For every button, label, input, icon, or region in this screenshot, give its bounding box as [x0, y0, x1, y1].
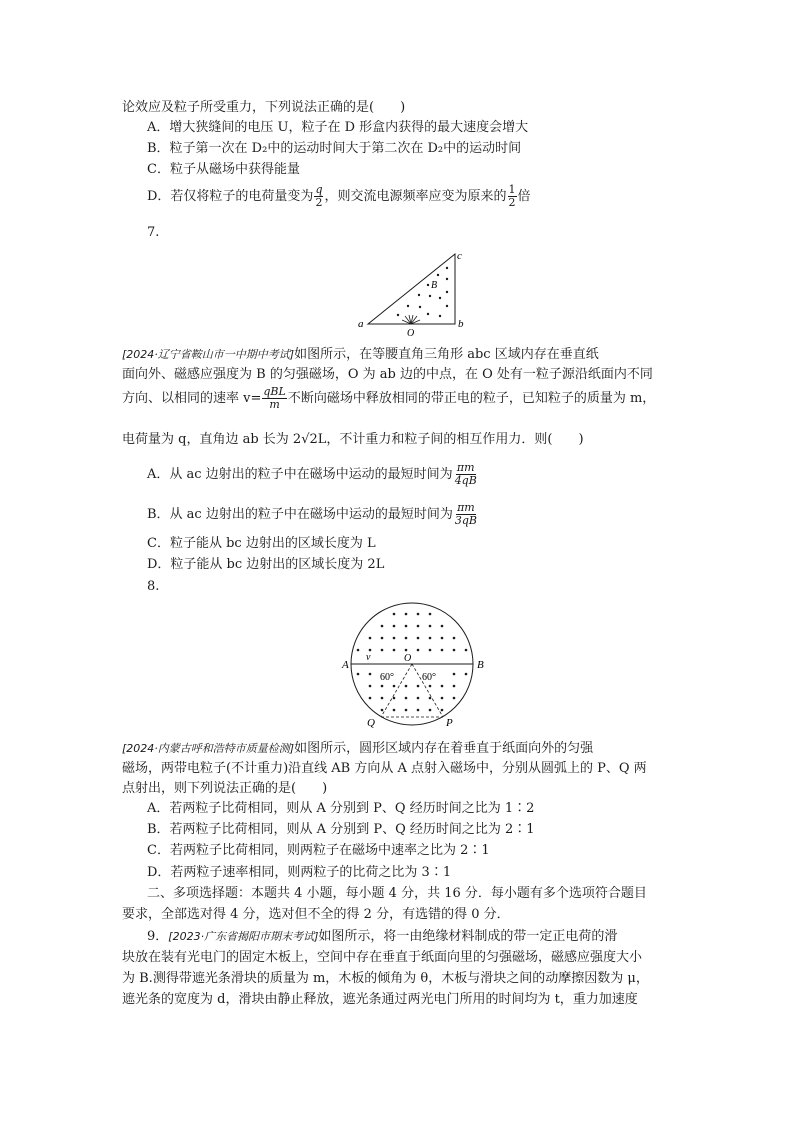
field-dot — [427, 313, 429, 315]
label-a: a — [358, 318, 364, 330]
field-dot — [393, 697, 396, 700]
field-dot — [369, 685, 372, 688]
field-dot — [427, 284, 429, 286]
q7-line1 — [122, 346, 599, 364]
q6-frac2-num: 1 — [508, 183, 516, 196]
q7-velocity-frac — [262, 386, 286, 411]
label-B: B — [477, 659, 484, 671]
q7-velocity-den: m — [269, 398, 280, 411]
q9-source: [2023·广东省揭阳市期末考试] — [168, 930, 319, 943]
q7-triangle-figure — [352, 248, 502, 336]
q7-line3 — [122, 386, 655, 411]
label-angle-left: 60° — [380, 672, 394, 683]
label-P: P — [446, 717, 453, 728]
field-dot — [357, 649, 360, 652]
q8-option-c: C．若两粒子比荷相同，则两粒子在磁场中速率之比为 2∶1 — [147, 843, 490, 858]
q8-line2: 磁场，两带电粒子(不计重力)沿直线 AB 方向从 A 点射入磁场中，分别从圆弧上的 P、Q 两 — [122, 761, 647, 776]
field-dot — [453, 685, 456, 688]
q7-line3-pre: 方向、以相同的速率 v= — [122, 391, 262, 406]
section2-heading-line1: 二、多项选择题：本题共 4 小题，每小题 4 分，共 16 分．每小题有多个选项符合题目 — [147, 886, 647, 901]
field-dot — [381, 709, 384, 712]
field-dot — [417, 685, 420, 688]
field-dot — [441, 625, 444, 628]
field-dot — [417, 649, 420, 652]
field-dot — [405, 637, 408, 640]
q7-line2: 面向外、磁感应强度为 B 的匀强磁场，O 为 ab 边的中点，在 O 处有一粒子源沿纸面内不同 — [122, 367, 653, 382]
field-dot — [446, 267, 448, 269]
field-dot — [446, 278, 448, 280]
field-dot — [381, 697, 384, 700]
field-dot — [369, 673, 372, 676]
label-c: c — [457, 250, 462, 262]
q8-source: [2024·内蒙古呼和浩特市质量检测] — [122, 742, 295, 755]
field-dot — [465, 649, 468, 652]
field-dot — [429, 637, 432, 640]
q6-option-d-frac2 — [508, 184, 517, 209]
circle-field-dots — [357, 613, 468, 712]
q8-option-b: B．若两粒子比荷相同，则从 A 分别到 P、Q 经历时间之比为 2∶1 — [147, 822, 535, 837]
q7-line4: 电荷量为 q，直角边 ab 长为 2√2L，不计重力和粒子间的相互作用力．则( ) — [122, 432, 584, 447]
field-dot — [453, 637, 456, 640]
field-dot — [405, 709, 408, 712]
field-dot — [381, 649, 384, 652]
field-dot — [393, 625, 396, 628]
q7-number: 7. — [147, 225, 160, 240]
field-dot — [429, 685, 432, 688]
field-dot — [405, 613, 408, 616]
label-O: O — [407, 328, 415, 336]
q7-option-a-text: A．从 ac 边射出的粒子中在磁场中运动的最短时间为 — [147, 467, 453, 482]
q6-option-c: C．粒子从磁场中获得能量 — [147, 162, 300, 177]
field-dot — [417, 613, 420, 616]
field-dot — [405, 649, 408, 652]
field-dot — [429, 613, 432, 616]
field-dot — [405, 697, 408, 700]
field-dot — [441, 697, 444, 700]
q7-option-a-frac — [454, 462, 478, 487]
q7-option-a — [147, 462, 479, 487]
q7-source: [2024·辽宁省鞍山市一中期中考试] — [122, 348, 295, 361]
q9-number: 9． — [147, 929, 169, 944]
q7-option-d: D．粒子能从 bc 边射出的区域长度为 2L — [147, 557, 385, 572]
field-dot — [453, 649, 456, 652]
q6-option-d — [147, 184, 531, 209]
field-dot — [437, 274, 439, 276]
label-b: b — [458, 318, 464, 330]
q7-option-b-den: 3qB — [454, 514, 477, 527]
field-dot — [369, 637, 372, 640]
field-dot — [417, 709, 420, 712]
field-dot — [429, 697, 432, 700]
field-dot — [429, 295, 431, 297]
label-field-B: B — [431, 280, 438, 291]
q9-line1-text: 如图所示，将一由绝缘材料制成的带一定正电荷的滑 — [318, 929, 618, 944]
label-v: v — [366, 652, 371, 663]
field-dot — [381, 685, 384, 688]
q6-option-d-post: 倍 — [517, 189, 531, 204]
label-Q: Q — [367, 717, 375, 728]
field-dot — [418, 294, 420, 296]
q7-option-b — [147, 502, 479, 527]
field-dot — [369, 649, 372, 652]
field-dot — [417, 697, 420, 700]
field-dot — [453, 673, 456, 676]
label-O: O — [404, 653, 412, 664]
q7-option-a-den: 4qB — [454, 474, 477, 487]
q6-option-d-mid: ，则交流电源频率应变为原来的 — [324, 189, 507, 204]
triangle-abc — [368, 254, 455, 324]
field-dot — [441, 709, 444, 712]
q8-circle-figure — [338, 600, 490, 728]
field-dot — [407, 305, 409, 307]
q6-option-b: B．粒子第一次在 D₂中的运动时间大于第二次在 D₂中的运动时间 — [147, 141, 522, 156]
field-dot — [429, 625, 432, 628]
q9-line4: 遮光条的宽度为 d，滑块由静止释放，遮光条通过两光电门所用的时间均为 t，重力加速度 — [122, 992, 638, 1007]
q9-line3: 为 B.测得带遮光条滑块的质量为 m，木板的倾角为 θ，木板与滑块之间的动摩擦因数为 μ， — [122, 971, 649, 986]
field-dot — [417, 637, 420, 640]
field-dot — [405, 685, 408, 688]
q6-frac-den: 2 — [315, 196, 323, 209]
field-dot — [439, 297, 441, 299]
field-dot — [429, 649, 432, 652]
field-dot — [441, 649, 444, 652]
q7-option-b-num: πm — [457, 501, 475, 514]
q7-option-b-text: B．从 ac 边射出的粒子中在磁场中运动的最短时间为 — [147, 507, 453, 522]
field-dot — [369, 697, 372, 700]
field-dot — [405, 625, 408, 628]
q6-frac-num: q — [315, 183, 323, 196]
field-dot — [393, 649, 396, 652]
field-dot — [381, 637, 384, 640]
field-dot — [439, 315, 441, 317]
field-dot — [393, 637, 396, 640]
field-dot — [393, 613, 396, 616]
q6-stem-tail: 论效应及粒子所受重力，下列说法正确的是( ) — [122, 100, 406, 115]
q9-line2: 块放在装有光电门的固定木板上，空间中存在垂直于纸面向里的匀强磁场，磁感应强度大小 — [122, 950, 643, 965]
q6-option-d-pre: D．若仅将粒子的电荷量变为 — [147, 189, 314, 204]
field-dots — [397, 267, 448, 317]
particle-source-rays — [402, 315, 420, 324]
q8-line1-text: 如图所示，圆形区域内存在着垂直于纸面向外的匀强 — [294, 741, 594, 756]
q7-line3-post: 不断向磁场中释放相同的带正电的粒子，已知粒子的质量为 m， — [287, 391, 656, 406]
q9-line1 — [147, 928, 617, 946]
q8-line1 — [122, 740, 593, 758]
field-dot — [417, 625, 420, 628]
q8-option-a: A．若两粒子比荷相同，则从 A 分别到 P、Q 经历时间之比为 1∶2 — [147, 801, 535, 816]
section2-heading-line2: 要求，全部选对得 4 分，选对但不全的得 2 分，有选错的得 0 分． — [122, 907, 510, 922]
field-dot — [465, 673, 468, 676]
field-dot — [429, 709, 432, 712]
q7-option-c: C．粒子能从 bc 边射出的区域长度为 L — [147, 536, 376, 551]
field-dot — [381, 625, 384, 628]
field-dot — [397, 314, 399, 316]
field-dot — [446, 291, 448, 293]
q8-number: 8. — [147, 579, 160, 594]
q7-option-a-num: πm — [456, 461, 475, 474]
field-dot — [419, 306, 421, 308]
field-dot — [446, 305, 448, 307]
q6-option-d-frac — [314, 184, 323, 209]
q8-line3: 点射出，则下列说法正确的是( ) — [122, 781, 328, 796]
label-angle-right: 60° — [422, 672, 436, 683]
field-dot — [393, 685, 396, 688]
q6-frac2-den: 2 — [508, 196, 516, 209]
field-dot — [393, 709, 396, 712]
field-dot — [441, 685, 444, 688]
field-dot — [357, 673, 360, 676]
field-dot — [441, 637, 444, 640]
field-dot — [453, 697, 456, 700]
q7-line1-text: 如图所示，在等腰直角三角形 abc 区域内存在垂直纸 — [294, 347, 599, 362]
q8-option-d: D．若两粒子速率相同，则两粒子的比荷之比为 3∶1 — [147, 865, 452, 880]
q7-option-b-frac — [454, 502, 478, 527]
q6-option-a: A．增大狭缝间的电压 U，粒子在 D 形盒内获得的最大速度会增大 — [147, 120, 529, 135]
label-A: A — [342, 659, 349, 671]
q7-velocity-num: qBL — [263, 385, 286, 398]
